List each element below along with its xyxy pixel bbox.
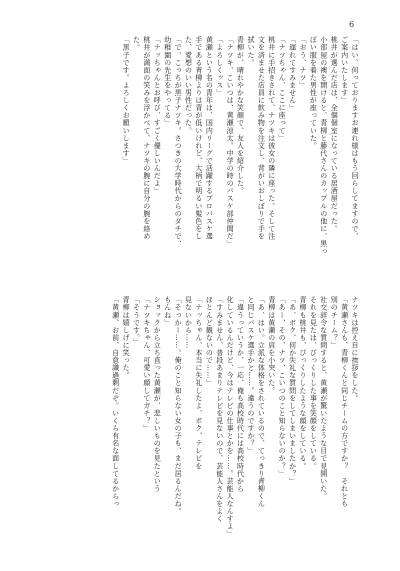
text-line: た。 [132,36,141,52]
text-line: 「黄瀬さんも、青柳くんと同じチームの方ですか？ それとも [340,296,349,508]
text-line: もんね」 [163,296,172,327]
text-line: 見ないから…… [184,296,193,349]
text-line: 青柳は嬉しげに笑った。 [122,296,131,380]
text-line: 文を済ませた店員に飲み物を注文し、背がいおしぼりで手を [257,36,266,240]
text-line: 幼稚園の先生をやってる」 [163,36,172,127]
text-line: ご案内いたします」 [340,36,349,104]
text-line: 「ナッちゃんとお呼び、すごく優しいんだよ」 [153,36,162,195]
text-line: 「黄瀬、お前、自意識過剰だぞ。いくら有名な面してるからっ [111,296,120,508]
text-line: 「あ、はい。立派な体格をされているので、てっきり青柳くん [257,296,266,508]
text-line: それを見たは、びっくりした事を笑顔をしている。 [309,296,318,470]
text-line: 「はい、何っておりますお連れ様はもう回らしてますので、 [351,36,359,240]
text-line: 「すみません、普段あまりテレビを見ないので、芸能人さんをよく [215,296,224,523]
text-line: 黄瀬という名の青年は、国内リーグで活躍するプロバスケ選 [205,36,214,240]
text-line: 「そうです。」 [132,296,141,346]
text-line: 「そっかー……。俺のこと知らない女の子も、まだ居るんだね。 [174,296,183,515]
text-line: 「違うっていうか、一応、俺も高校時代には高校時代から [236,296,245,493]
text-line: 「ナッちゃん、本当に失礼したよ、ボク、テレビを [194,296,203,470]
text-block-top [121,36,360,278]
text-line: 「あ、ボク、何か失礼な質問をしてしまいましたか？」 [288,296,297,485]
text-line: と同じバスケ選手かと……。違うのですか？」 [246,296,255,455]
text-line: ナツキは控え目に挨拶をした。 [351,296,359,402]
text-line: 青柳も桃井も、びっくりしたような顔をしている。 [298,296,307,470]
text-line: 「ナツキちゃん、可愛い顔してガチ？」 [142,296,151,432]
page-number: 6 [349,20,355,29]
text-line: 小部屋の襖を開けると、青柳と藤代さんのカップルの他に、黒っ [319,36,328,255]
text-block-bottom [110,296,360,538]
text-line: ぽい服を着た男性が座っていた。 [309,36,318,150]
text-line: 「で、こっちが黒子ナツキ。さつきの大学時代からのダチで、 [174,36,183,248]
text-line: 「ナツちゃん、ここに座って」 [278,36,287,142]
text-line: 桃井が満面の笑みを浮かべて、ナツキの腕に自分の腕を絡め [142,36,151,240]
text-line: た、愛想のいい男性だった。 [184,36,193,135]
text-line: 「あー、その、ナツ、こいつのこと知らないのか？」 [278,296,287,478]
text-line: 「よろしくッス」 [215,36,224,97]
text-line: 青柳が、晴れやかな笑顔で、友人を紹介した。 [236,36,245,195]
text-line: 「遅れてすみません」 [288,36,297,112]
text-line: 「おう、ナツ」 [298,36,307,89]
text-line: 社交辞令な質問すると、黄瀬が驚いたような目で見開いた。 [319,296,328,500]
text-line: ほとんど観ないので……」 [205,296,214,387]
text-line: 桃井が選んだ店は、全個個室になっている居酒屋だった。 [330,36,339,233]
text-line: 別のチーム？」 [330,296,339,349]
text-line: ショックから立ち直った黄瀬が、悲しいものを見たという [153,296,162,493]
text-line: 桃井に手招きされて、ナツキは彼女の隣に座った。そして注 [267,36,276,240]
text-line: 「ナツキ、こいつは、黄瀬涼太。中学の時のバスケ部仲間だ」 [226,36,235,248]
text-line: 「黒子です。よろしくお願いします」 [122,36,131,165]
text-line: 青柳は黄瀬の肩を小突いた。 [267,296,276,395]
text-line: 化しているんだけど、今はテレビの仕事とかを……。芸能人なんすよ」 [226,296,235,538]
text-line: 手である青柳よりは背が低いけれど、大柄で明るい髪色をし [194,36,203,240]
text-line: 拭いた。 [246,36,255,67]
